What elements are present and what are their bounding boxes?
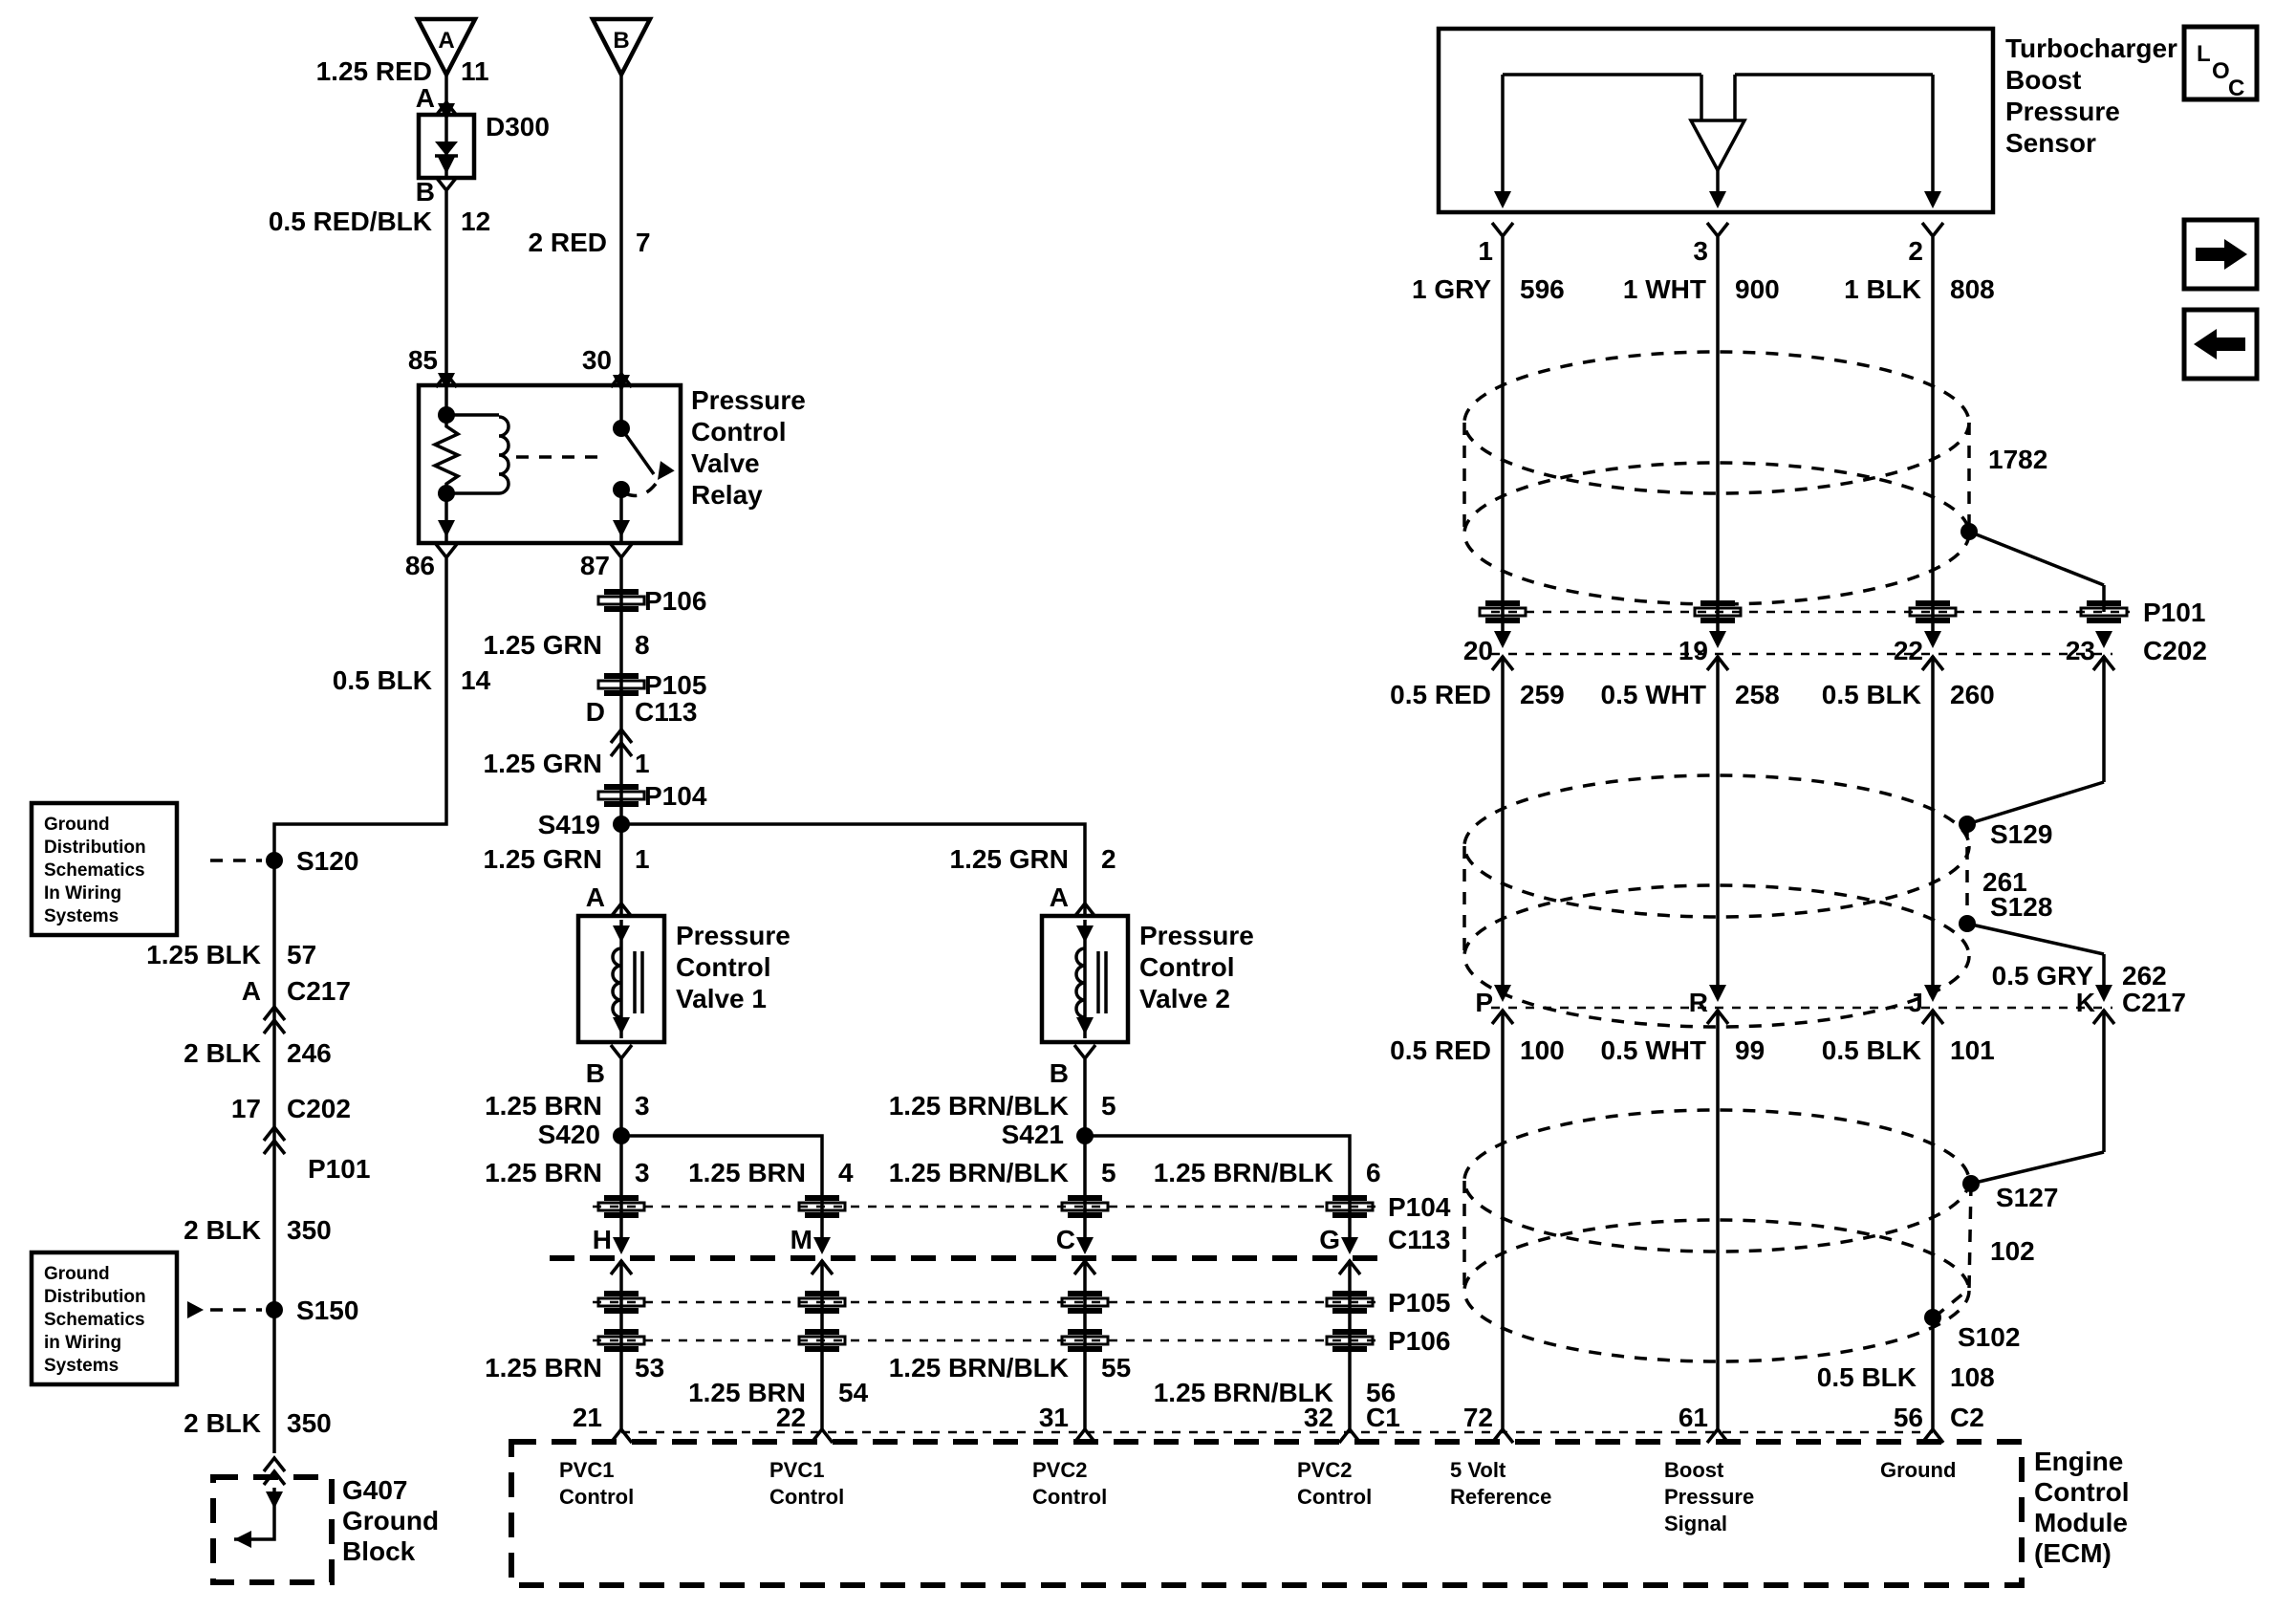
c217-name-left: C217 [287,976,351,1006]
relay-name-label [691,385,806,510]
svg-text:Turbocharger: Turbocharger [2005,33,2177,63]
c217-name-right: C217 [2122,988,2186,1017]
wire-12-gauge: 0.5 RED/BLK [268,207,432,236]
loc-letter-l: L [2197,41,2211,67]
wire-2-gauge: 1.25 GRN [949,844,1069,874]
prev-page-button[interactable] [2184,310,2257,379]
svg-text:Engine: Engine [2034,1447,2124,1476]
c202-pin-23: 23 [2065,636,2095,665]
sensor-pin-2: 2 [1908,236,1923,266]
svg-text:Module: Module [2034,1508,2128,1537]
pressure-control-valve-2 [1042,916,1254,1042]
wire-3a-circuit: 3 [635,1091,650,1121]
splice-s127-label: S127 [1996,1183,2059,1212]
svg-text:Pressure: Pressure [691,385,806,415]
ecm-connector-c1: C1 [1366,1403,1400,1432]
svg-text:Distribution: Distribution [44,1287,146,1307]
wire-258-circuit: 258 [1735,680,1780,709]
sensor-pin-1: 1 [1478,236,1493,266]
wire-350b-gauge: 2 BLK [184,1408,261,1438]
c113-pin-h: H [592,1225,612,1254]
wire-108-circuit: 108 [1950,1362,1995,1392]
splice-s120-dot [266,852,283,869]
wire-1b-circuit: 1 [635,844,650,874]
engine-control-module-box [511,1442,2022,1585]
c202-pin-22: 22 [1893,636,1923,665]
wire-4-gauge: 1.25 BRN [688,1158,806,1187]
triangle-a-label: A [438,28,455,54]
wire-11-circuit: 11 [461,56,489,86]
row-p105-label: P105 [1388,1288,1451,1317]
wire-2-circuit: 2 [1101,844,1116,874]
valve2-pin-b: B [1049,1058,1069,1088]
splice-s128-label: S128 [1990,892,2053,922]
svg-text:Ground: Ground [44,815,110,835]
wire-53-gauge: 1.25 BRN [485,1353,602,1382]
svg-text:Pressure: Pressure [1664,1485,1755,1509]
sensor-pin-3: 3 [1693,236,1708,266]
svg-text:Relay: Relay [691,480,763,510]
svg-text:Sensor: Sensor [2005,128,2096,158]
ecm-pin-22: 22 [775,1403,806,1432]
terminal-sensor-2 [1922,223,1943,236]
wire-808-circuit: 808 [1950,274,1995,304]
wire-5b-gauge: 1.25 BRN/BLK [888,1158,1069,1187]
row-p104-label: P104 [1388,1192,1451,1222]
wire-596-gauge: 1 GRY [1412,274,1491,304]
svg-text:Control: Control [1139,952,1235,982]
wire-246-circuit: 246 [287,1038,332,1068]
loc-letter-c: C [2228,76,2245,101]
ecm-pin-31: 31 [1038,1403,1069,1432]
wire-54-circuit: 54 [838,1378,869,1407]
c202-pin-17: 17 [230,1094,261,1123]
wire-57-circuit: 57 [287,940,317,969]
wire-53-circuit: 53 [635,1353,665,1382]
splice-s150-dot [266,1301,283,1318]
row-p106-label: P106 [1388,1326,1451,1356]
c202-name-right: C202 [2143,636,2207,665]
svg-text:Systems: Systems [44,906,119,926]
c113-name-d: C113 [635,697,698,727]
c217-pin-j: J [1908,988,1923,1017]
wire-6-circuit: 6 [1366,1158,1381,1187]
wire-808-gauge: 1 BLK [1844,274,1921,304]
c113-pin-c: C [1055,1225,1075,1254]
ecm-pin-72: 72 [1462,1403,1493,1432]
wire-55-gauge: 1.25 BRN/BLK [888,1353,1069,1382]
wire-6-gauge: 1.25 BRN/BLK [1153,1158,1333,1187]
svg-text:Signal: Signal [1664,1512,1728,1535]
splice-pointer-s150 [187,1301,204,1318]
wire-7-gauge: 2 RED [528,228,607,257]
terminal-relay-87 [611,544,632,557]
wire-14-gauge: 0.5 BLK [332,665,432,695]
ground-distribution-note-1 [32,803,177,935]
drain-1782-label: 1782 [1988,445,2048,474]
svg-text:Control: Control [1297,1485,1373,1509]
wire-100-circuit: 100 [1520,1035,1565,1065]
svg-text:Pressure: Pressure [2005,97,2120,126]
wire-7-circuit: 7 [636,228,651,257]
svg-text:Control: Control [769,1485,845,1509]
svg-text:In Wiring: In Wiring [44,883,122,903]
svg-text:Valve: Valve [691,448,760,478]
wire-4-branch [621,1136,822,1239]
terminal-relay-86 [436,544,457,557]
relay-pin-85: 85 [407,345,438,375]
loc-letter-o: O [2212,58,2230,84]
terminal-valve2-b [1074,1045,1095,1058]
svg-text:Systems: Systems [44,1356,119,1376]
ecm-pin-61: 61 [1678,1403,1708,1432]
wire-1b-gauge: 1.25 GRN [483,844,602,874]
svg-text:Ground: Ground [342,1506,440,1535]
svg-text:Boost: Boost [2005,65,2082,95]
terminal-sensor-3 [1707,223,1728,236]
wire-246-gauge: 2 BLK [184,1038,261,1068]
wire-5b-circuit: 5 [1101,1158,1116,1187]
p104-label: P104 [644,781,707,811]
svg-text:Distribution: Distribution [44,838,146,858]
c217-pin-k: K [2075,988,2095,1017]
svg-text:Control: Control [1032,1485,1108,1509]
c202-pin-19: 19 [1678,636,1708,665]
wire-260-gauge: 0.5 BLK [1821,680,1921,709]
wire-11-gauge: 1.25 RED [315,56,432,86]
wire-3b-gauge: 1.25 BRN [485,1158,602,1187]
wire-259-circuit: 259 [1520,680,1565,709]
c202-pin-20: 20 [1462,636,1493,665]
wire-99-circuit: 99 [1735,1035,1765,1065]
svg-text:Pressure: Pressure [1139,921,1254,950]
svg-text:Valve 1: Valve 1 [676,984,767,1013]
wire-259-gauge: 0.5 RED [1390,680,1491,709]
wire-262-gauge: 0.5 GRY [1991,961,2093,991]
shield-drain-1782 [1464,352,2104,612]
wire-350a-circuit: 350 [287,1215,332,1245]
relay-pin-87: 87 [579,551,610,580]
svg-text:PVC2: PVC2 [1297,1458,1353,1482]
svg-text:G407: G407 [342,1475,408,1505]
drain-261-label: 261 [1982,867,2027,897]
diode-d300-label: D300 [486,112,550,142]
diode-d300 [419,103,474,178]
svg-text:Pressure: Pressure [676,921,791,950]
wire-99-gauge: 0.5 WHT [1600,1035,1706,1065]
svg-text:Valve 2: Valve 2 [1139,984,1230,1013]
svg-text:PVC1: PVC1 [559,1458,615,1482]
terminal-valve1-b [611,1045,632,1058]
valve1-pin-b: B [585,1058,605,1088]
valve1-pin-a: A [585,882,605,912]
ecm-pin-56: 56 [1893,1403,1923,1432]
wire-14-circuit: 14 [461,665,491,695]
svg-text:Control: Control [2034,1477,2130,1507]
wire-8-gauge: 1.25 GRN [483,630,602,660]
ground-distribution-note-2 [32,1252,177,1384]
svg-text:Ground: Ground [1880,1458,1957,1482]
next-page-button[interactable] [2184,220,2257,289]
wire-54-gauge: 1.25 BRN [688,1378,806,1407]
loc-button[interactable] [2184,27,2257,101]
c217-pin-r: R [1688,988,1708,1017]
c113-pin-d: D [585,697,605,727]
wire-350b-circuit: 350 [287,1408,332,1438]
wire-8-circuit: 8 [635,630,650,660]
svg-text:Block: Block [342,1536,416,1566]
wire-5a-gauge: 1.25 BRN/BLK [888,1091,1069,1121]
c113-pin-g: G [1319,1225,1340,1254]
wire-56-gauge: 1.25 BRN/BLK [1153,1378,1333,1407]
c202-name-left: C202 [287,1094,351,1123]
triangle-b-label: B [613,28,630,54]
wire-900-circuit: 900 [1735,274,1780,304]
valve2-pin-a: A [1049,882,1069,912]
wire-3a-gauge: 1.25 BRN [485,1091,602,1121]
wire-3b-circuit: 3 [635,1158,650,1187]
splice-s421-label: S421 [1001,1120,1064,1149]
splice-s420-label: S420 [537,1120,600,1149]
ecm-pin-32: 32 [1303,1403,1333,1432]
ecm-connector-c2: C2 [1950,1403,1984,1432]
svg-text:Schematics: Schematics [44,1310,145,1330]
splice-s120-label: S120 [296,846,359,876]
pressure-control-valve-relay [419,373,681,543]
wire-101-gauge: 0.5 BLK [1821,1035,1921,1065]
sensor-name-label [2005,33,2177,158]
p105-label: P105 [644,670,707,700]
wire-12-circuit: 12 [461,207,491,236]
svg-text:PVC1: PVC1 [769,1458,825,1482]
svg-text:5 Volt: 5 Volt [1450,1458,1506,1482]
splice-s129-label: S129 [1990,819,2053,849]
wire-100-gauge: 0.5 RED [1390,1035,1491,1065]
c113-pin-m: M [790,1225,812,1254]
wire-57-gauge: 1.25 BLK [146,940,261,969]
ecm-pin-21: 21 [572,1403,602,1432]
d300-pin-b: B [415,177,435,207]
wire-1a-gauge: 1.25 GRN [483,749,602,778]
wire-1a-circuit: 1 [635,749,650,778]
row-c113-label: C113 [1388,1225,1451,1254]
g407-ground-block [213,1475,439,1582]
svg-text:Reference: Reference [1450,1485,1552,1509]
c217-pin-p: P [1475,988,1493,1017]
relay-pin-30: 30 [581,345,612,375]
wire-900-gauge: 1 WHT [1622,274,1706,304]
p106-label: P106 [644,586,707,616]
svg-text:(ECM): (ECM) [2034,1538,2112,1568]
turbo-boost-pressure-sensor [1439,29,1993,212]
svg-text:Schematics: Schematics [44,860,145,881]
wire-596-circuit: 596 [1520,274,1565,304]
wire-350a-gauge: 2 BLK [184,1215,261,1245]
drain-102-label: 102 [1990,1236,2035,1266]
wire-55-circuit: 55 [1101,1353,1132,1382]
wire-4-circuit: 4 [838,1158,854,1187]
svg-text:Control: Control [559,1485,635,1509]
svg-text:Boost: Boost [1664,1458,1724,1482]
relay-pin-86: 86 [404,551,435,580]
svg-text:PVC2: PVC2 [1032,1458,1088,1482]
wire-56-circuit: 56 [1366,1378,1397,1407]
p101-right-label: P101 [2143,598,2206,627]
svg-text:Control: Control [691,417,787,446]
svg-text:Ground: Ground [44,1264,110,1284]
d300-pin-a: A [415,83,435,113]
pressure-control-valve-1 [578,916,791,1042]
c217-pin-a: A [241,976,261,1006]
wire-6-branch [1085,1136,1350,1239]
wire-258-gauge: 0.5 WHT [1600,680,1706,709]
terminal-sensor-1 [1492,223,1513,236]
splice-s419-label: S419 [537,810,600,839]
wire-5a-circuit: 5 [1101,1091,1116,1121]
svg-text:Control: Control [676,952,771,982]
wire-101-circuit: 101 [1950,1035,1995,1065]
power-feed-triangle-b [593,19,650,385]
splice-s102-label: S102 [1958,1322,2021,1352]
wire-260-circuit: 260 [1950,680,1995,709]
wire-262-circuit: 262 [2122,961,2167,991]
ecm-name-label [2034,1447,2130,1568]
svg-text:in Wiring: in Wiring [44,1333,122,1353]
splice-s150-label: S150 [296,1295,359,1325]
p101-left-label: P101 [308,1154,371,1184]
wire-108-gauge: 0.5 BLK [1816,1362,1917,1392]
